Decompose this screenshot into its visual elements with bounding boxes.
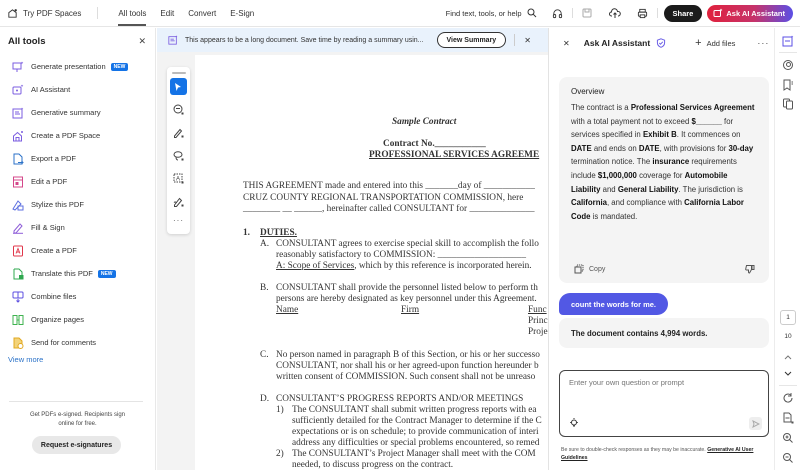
tool-organize-pages[interactable] — [0, 308, 155, 331]
ai-assistant-panel — [548, 28, 774, 470]
tab-convert[interactable]: Convert — [188, 8, 217, 18]
doc-line: , which by this reference is incorporated herein. — [354, 261, 532, 271]
doc-line: The CONSULTANT shall submit written progress reports with ea — [292, 405, 537, 415]
more-tools-icon[interactable]: ··· — [173, 216, 184, 225]
zoom-in-icon[interactable] — [782, 432, 794, 444]
new-badge: NEW — [111, 63, 129, 71]
tool-stylize-pdf[interactable] — [0, 193, 155, 216]
tool-fill-sign[interactable] — [0, 216, 155, 239]
quick-tools-toolbar — [167, 67, 190, 234]
view-summary-button[interactable]: View Summary — [437, 32, 507, 48]
fill-sign-icon — [12, 222, 24, 234]
rotate-icon[interactable] — [782, 392, 794, 404]
ai-assistant-icon — [713, 8, 723, 18]
summary-icon — [12, 107, 24, 119]
close-banner-icon[interactable]: ✕ — [524, 35, 531, 45]
try-pdf-spaces-button[interactable] — [0, 0, 81, 26]
upload-cloud-icon[interactable] — [608, 6, 622, 20]
lightbulb-icon[interactable] — [569, 418, 579, 428]
tools-list — [0, 54, 155, 354]
ai-disclaimer — [561, 446, 769, 462]
svg-text:A: A — [176, 176, 181, 183]
tab-edit[interactable]: Edit — [160, 8, 175, 18]
sidebar-header — [0, 28, 155, 54]
send-icon — [752, 420, 760, 428]
section-number: 1. — [243, 228, 250, 238]
overview-title: Overview — [571, 87, 605, 96]
doc-link: A: Scope of Services — [276, 261, 355, 271]
top-right-actions — [446, 0, 800, 26]
doc-line: persons are hereby designated as key personnel under this Agreement. — [276, 294, 537, 304]
shield-icon[interactable] — [656, 38, 666, 48]
tool-label: Stylize this PDF — [31, 200, 84, 209]
doc-title: Sample Contract — [392, 117, 457, 127]
para-label: 2) — [276, 449, 284, 459]
thumbs-down-icon[interactable] — [745, 264, 755, 274]
banner-message: This appears to be a long document. Save time by reading a summary usin... — [185, 36, 424, 44]
tool-label: Organize pages — [31, 315, 84, 324]
create-pdf-icon — [12, 245, 24, 257]
tool-label: Create a PDF Space — [31, 131, 101, 140]
send-comments-icon — [12, 337, 24, 349]
doc-line: The CONSULTANT’s Project Manager shall meet with the COM — [292, 449, 536, 459]
ask-ai-assistant-button[interactable] — [707, 5, 793, 22]
select-tool[interactable] — [170, 78, 187, 95]
tab-e-sign[interactable]: E-Sign — [230, 8, 255, 18]
doc-line: CONSULTANT, nor shall his or her agreed-upon function hereunder b — [276, 361, 539, 371]
prompt-input[interactable] — [569, 378, 749, 387]
print-icon[interactable] — [636, 6, 650, 20]
ai-panel-header — [549, 28, 774, 58]
doc-line: Proje — [528, 327, 548, 337]
chevron-down-icon[interactable] — [782, 368, 794, 380]
doc-line: address any difficulties or special problems encountered, so remed — [292, 438, 540, 448]
section-title: DUTIES. — [260, 228, 297, 238]
current-page-input[interactable]: 1 — [780, 310, 796, 325]
lasso-tool[interactable] — [170, 147, 187, 164]
find-search[interactable]: Find text, tools, or help — [445, 8, 522, 18]
tool-label: Export a PDF — [31, 154, 77, 163]
right-rail — [774, 28, 800, 470]
tool-label: Create a PDF — [31, 246, 77, 255]
divider — [779, 385, 797, 386]
text-box-icon — [173, 173, 184, 184]
divider — [657, 8, 658, 18]
pen-icon — [173, 127, 184, 138]
doc-line: No person named in paragraph B of this Section, or his or her successo — [276, 350, 540, 360]
doc-line: CONSULTANT’S PROGRESS REPORTS AND/OR MEETINGS — [276, 394, 524, 404]
comment-icon — [173, 104, 184, 115]
doc-line: CRUZ COUNTY REGIONAL TRANSPORTATION COMMISSION, here — [243, 193, 524, 203]
para-label: B. — [260, 283, 269, 293]
sidebar-title: All tools — [8, 35, 46, 47]
share-button[interactable]: Share — [664, 5, 703, 22]
main-nav — [111, 0, 261, 26]
tool-edit-pdf[interactable] — [0, 170, 155, 193]
tool-label: Combine files — [31, 292, 77, 301]
more-options-icon[interactable]: ··· — [757, 38, 770, 48]
close-ai-panel-icon[interactable]: ✕ — [563, 38, 570, 48]
card-footer — [574, 264, 755, 274]
pdf-space-icon — [12, 130, 24, 142]
all-tools-sidebar — [0, 28, 156, 470]
assistant-answer: The document contains 4,994 words. — [559, 318, 769, 348]
edit-pdf-icon — [12, 176, 24, 188]
pdf-page — [195, 55, 548, 470]
doc-line: reasonably satisfactory to COMMISSION: ___________________ — [276, 250, 526, 260]
cursor-icon — [174, 82, 183, 92]
overview-text: The contract is a Professional Services Agreement with a total payment not to exceed $______ for services specified in Exhibit B. It commences on DATE and ends on DATE, with provisions for 30-day termination notice. The insurance requirements include $1,000,000 coverage for Automobile Liability and General Liability. The jurisdiction is California, and compliance with California Labor Code is mandated. — [571, 103, 755, 221]
ask-ai-label: Ask AI Assistant — [726, 8, 785, 18]
tool-create-pdf-space[interactable] — [0, 124, 155, 147]
organize-icon — [12, 314, 24, 326]
tool-ai-assistant[interactable] — [0, 78, 155, 101]
doc-line: Princ — [528, 316, 548, 326]
ai-panel-title: Ask AI Assistant — [583, 38, 651, 48]
send-button[interactable] — [749, 417, 762, 430]
zoom-out-icon[interactable] — [782, 452, 794, 464]
sign-tool[interactable] — [170, 193, 187, 210]
col-header: Func — [528, 305, 547, 315]
doc-line: CONSULTANT agrees to exercise special skill to accomplish the follo — [276, 239, 539, 249]
tool-label: Send for comments — [31, 338, 97, 347]
combine-icon — [12, 291, 24, 303]
esign-line: online for free. — [58, 421, 97, 427]
headphones-icon[interactable] — [551, 6, 565, 20]
ai-assistant-icon — [12, 84, 24, 96]
draw-tool[interactable] — [170, 124, 187, 141]
pdf-spaces-icon — [7, 8, 18, 19]
total-pages: 10 — [784, 333, 792, 340]
contract-number: Contract No.___________ — [383, 139, 486, 149]
para-label: 1) — [276, 405, 284, 415]
disclaimer-text: Be sure to double-check responses as they may be inaccurate. — [561, 447, 708, 453]
tool-send-for-comments[interactable] — [0, 331, 155, 354]
divider — [572, 8, 573, 18]
divider — [97, 7, 98, 19]
esign-line: Get PDFs e-signed. Recipients sign — [29, 412, 126, 418]
tool-label: Generate presentation — [31, 62, 106, 71]
doc-line: ________ __ ______, hereinafter called CONSULTANT for ______________ — [243, 204, 535, 214]
tool-generate-presentation[interactable] — [0, 55, 155, 78]
stylize-icon — [12, 199, 24, 211]
page-display-icon[interactable] — [782, 412, 794, 424]
divider — [9, 401, 143, 402]
doc-line: needed, to discuss progress on the contract. — [292, 460, 454, 470]
comment-tool[interactable] — [170, 101, 187, 118]
tool-label: AI Assistant — [31, 85, 71, 94]
tool-label: Translate this PDF — [31, 269, 93, 278]
tool-label: Fill & Sign — [31, 223, 65, 232]
tool-export-pdf[interactable] — [0, 147, 155, 170]
tab-all-tools[interactable]: All tools — [111, 0, 153, 26]
doc-line: sufficiently detailed for the Contract Manager to determine if the C — [292, 416, 542, 426]
search-icon[interactable] — [527, 8, 537, 18]
para-label: A. — [260, 239, 270, 249]
col-header: Firm — [401, 305, 420, 315]
add-files-button[interactable] — [695, 37, 735, 49]
presentation-icon — [12, 61, 24, 73]
top-bar — [0, 0, 800, 27]
view-more-link[interactable]: View more — [8, 355, 44, 364]
summary-icon — [168, 35, 178, 45]
para-label: C. — [260, 350, 269, 360]
tool-label: Generative summary — [31, 108, 101, 117]
comments-icon[interactable] — [782, 59, 794, 71]
copy-label: Copy — [589, 265, 606, 273]
add-files-label: Add files — [706, 38, 736, 48]
copy-icon — [574, 264, 584, 274]
bookmark-icon[interactable] — [782, 79, 794, 91]
ai-summary-icon[interactable] — [782, 35, 794, 47]
user-message-bubble: count the words for me. — [559, 293, 668, 315]
brand-label: Try PDF Spaces — [23, 8, 82, 18]
export-pdf-icon — [12, 153, 24, 165]
doc-line: written consent of COMMISSION. Such consent shall not be unreaso — [276, 372, 536, 382]
chevron-up-icon[interactable] — [782, 351, 794, 363]
plus-icon: + — [695, 37, 702, 49]
document-viewer — [157, 28, 548, 470]
prompt-box — [559, 370, 769, 437]
close-sidebar-icon[interactable]: ✕ — [138, 35, 146, 46]
new-badge: NEW — [98, 270, 116, 278]
doc-heading: PROFESSIONAL SERVICES AGREEME — [369, 150, 540, 160]
tool-label: Edit a PDF — [31, 177, 68, 186]
tool-generative-summary[interactable] — [0, 101, 155, 124]
copy-button[interactable] — [574, 264, 605, 274]
doc-line: expectations or is on schedule; to provide communication of interi — [292, 427, 539, 437]
sign-icon — [173, 196, 184, 207]
divider — [779, 52, 797, 53]
summary-banner — [157, 28, 548, 52]
request-esignatures-button[interactable]: Request e-signatures — [32, 436, 121, 454]
save-icon[interactable] — [580, 6, 594, 20]
doc-line: CONSULTANT shall provide the personnel listed below to perform th — [276, 283, 538, 293]
drag-handle[interactable] — [172, 72, 186, 74]
page-thumbnails-icon[interactable] — [782, 98, 794, 110]
tool-create-pdf[interactable] — [0, 239, 155, 262]
col-header: Name — [276, 305, 299, 315]
translate-icon — [12, 268, 24, 280]
esign-promo-text — [0, 411, 155, 429]
lasso-icon — [173, 150, 184, 161]
para-label: D. — [260, 394, 270, 404]
overview-card — [559, 77, 769, 283]
tool-combine-files[interactable] — [0, 285, 155, 308]
tool-translate-pdf[interactable] — [0, 262, 155, 285]
doc-line: THIS AGREEMENT made and entered into this _______day of ___________ — [243, 181, 535, 191]
divider — [514, 34, 515, 46]
guidelines-link[interactable]: Generative AI User Guidelines — [561, 447, 754, 461]
text-tool[interactable] — [170, 170, 187, 187]
